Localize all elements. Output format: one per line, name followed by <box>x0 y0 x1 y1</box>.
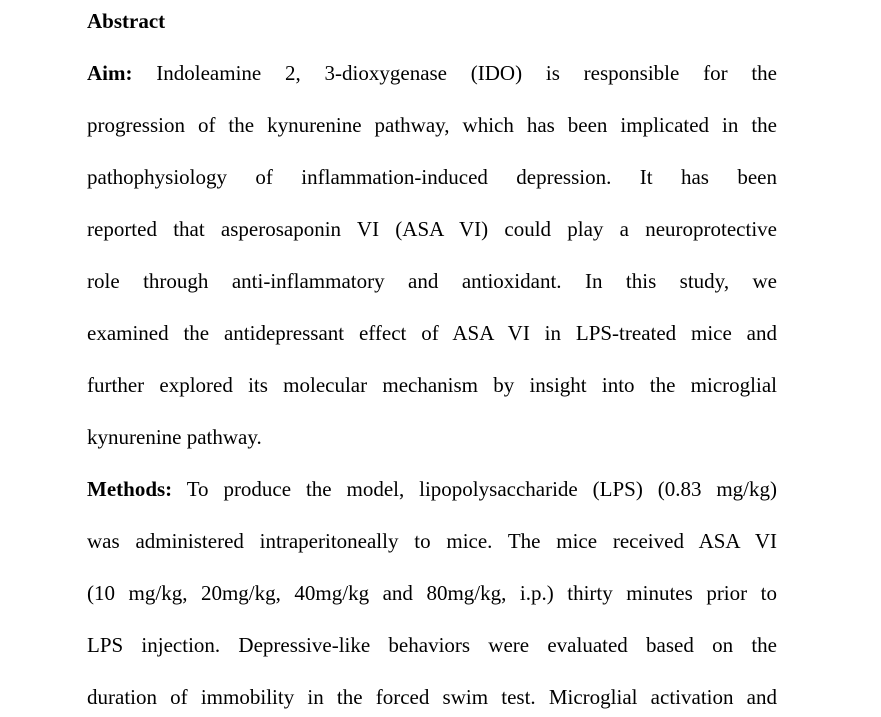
aim-line-2: progression of the kynurenine pathway, which has been implicated in the <box>87 113 777 137</box>
aim-line-4: reported that asperosaponin VI (ASA VI) could play a neuroprotective <box>87 217 777 241</box>
aim-line-5: role through anti-inflammatory and antioxidant. In this study, we <box>87 269 777 293</box>
methods-line-1 <box>87 475 777 503</box>
methods-label: Methods: <box>87 477 173 501</box>
methods-line-3: (10 mg/kg, 20mg/kg, 40mg/kg and 80mg/kg, i.p.) thirty minutes prior to <box>87 581 777 605</box>
aim-line-3: pathophysiology of inflammation-induced depression. It has been <box>87 165 777 189</box>
aim-line-8: kynurenine pathway. <box>87 425 262 449</box>
aim-label: Aim: <box>87 61 133 85</box>
methods-line-5: duration of immobility in the forced swim test. Microglial activation and <box>87 685 777 709</box>
aim-text-1: Indoleamine 2, 3-dioxygenase (IDO) is responsible for the <box>156 61 778 85</box>
methods-line-4: LPS injection. Depressive-like behaviors were evaluated based on the <box>87 633 777 657</box>
methods-text-1: To produce the model, lipopolysaccharide (LPS) (0.83 mg/kg) <box>186 477 777 501</box>
aim-line-6: examined the antidepressant effect of ASA VI in LPS-treated mice and <box>87 321 777 345</box>
aim-line-1 <box>87 59 777 87</box>
abstract-heading: Abstract <box>87 9 166 33</box>
methods-line-2: was administered intraperitoneally to mice. The mice received ASA VI <box>87 529 777 553</box>
aim-line-7: further explored its molecular mechanism by insight into the microglial <box>87 373 777 397</box>
